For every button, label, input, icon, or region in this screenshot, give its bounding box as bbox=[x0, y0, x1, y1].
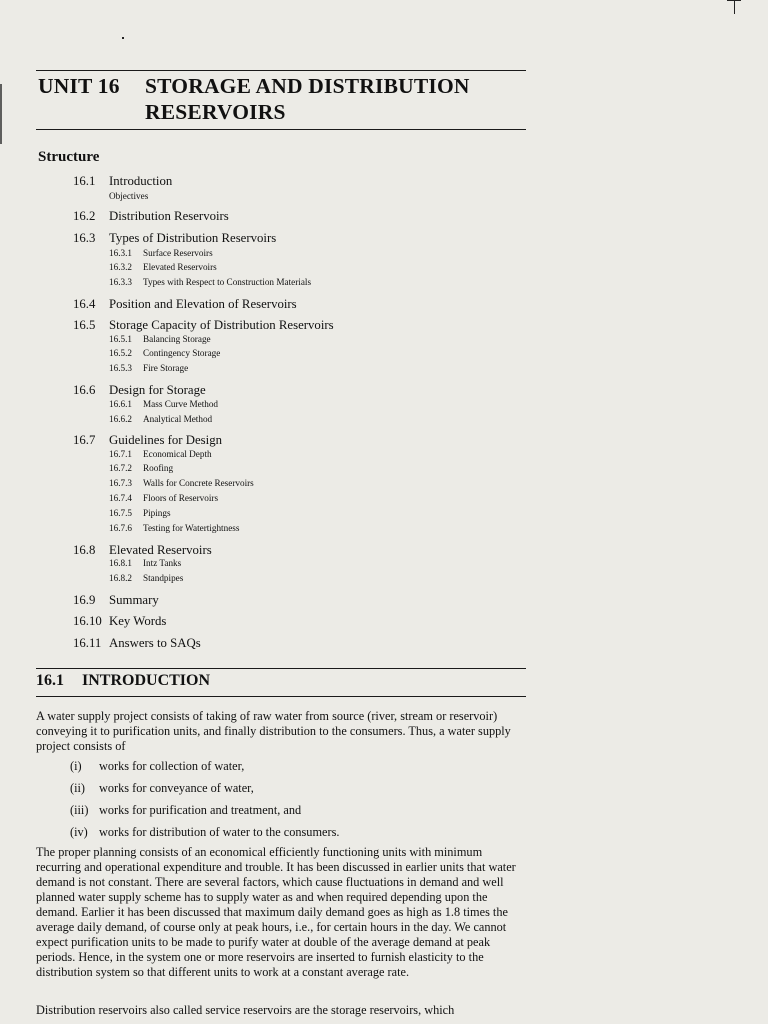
toc-number: 16.5.3 bbox=[109, 363, 132, 373]
toc-subsection bbox=[109, 523, 239, 533]
toc-number: 16.8.2 bbox=[109, 573, 132, 583]
toc-subsection bbox=[109, 478, 254, 488]
toc-number: 16.3.2 bbox=[109, 262, 132, 272]
list-item-text: works for purification and treatment, and bbox=[99, 803, 302, 817]
toc-text: Testing for Watertightness bbox=[143, 523, 240, 533]
toc-text: Elevated Reservoirs bbox=[143, 262, 217, 272]
toc-text: Fire Storage bbox=[143, 363, 189, 373]
works-list-item bbox=[70, 803, 301, 818]
toc-text: Roofing bbox=[143, 463, 174, 473]
toc-number: 16.1 bbox=[73, 174, 96, 188]
toc-text: Mass Curve Method bbox=[143, 399, 219, 409]
toc-text: Types of Distribution Reservoirs bbox=[109, 231, 277, 245]
toc-subsection bbox=[109, 449, 212, 459]
toc-subsection bbox=[109, 573, 183, 583]
scan-left-edge bbox=[0, 84, 2, 144]
toc-section bbox=[73, 318, 334, 333]
toc-text: Contingency Storage bbox=[143, 348, 221, 358]
unit-title-line-2: RESERVOIRS bbox=[145, 100, 286, 124]
list-item-text: works for collection of water, bbox=[99, 759, 245, 773]
list-item-number: (iv) bbox=[70, 825, 88, 839]
toc-number: 16.7.6 bbox=[109, 523, 132, 533]
works-list-item bbox=[70, 825, 339, 840]
toc-number: 16.2 bbox=[73, 209, 96, 223]
toc-subsection bbox=[109, 463, 173, 473]
closing-paragraph: Distribution reservoirs also called service reservoirs are the storage reservoirs, which bbox=[36, 1003, 455, 1017]
toc-text: Walls for Concrete Reservoirs bbox=[143, 478, 254, 488]
toc-subsection bbox=[109, 334, 211, 344]
section-heading bbox=[36, 672, 210, 690]
toc-section bbox=[73, 231, 276, 246]
toc-text: Surface Reservoirs bbox=[143, 248, 213, 258]
toc-text: Design for Storage bbox=[109, 383, 206, 397]
toc-section bbox=[73, 174, 172, 189]
unit-title-line-1: STORAGE AND DISTRIBUTION bbox=[145, 74, 470, 98]
toc-text: Types with Respect to Construction Materials bbox=[143, 277, 312, 287]
toc-subsection bbox=[109, 558, 181, 568]
toc-text: Balancing Storage bbox=[143, 334, 211, 344]
toc-text: Distribution Reservoirs bbox=[109, 209, 229, 223]
toc-text: Position and Elevation of Reservoirs bbox=[109, 297, 297, 311]
list-item-number: (ii) bbox=[70, 781, 86, 795]
list-item-text: works for conveyance of water, bbox=[99, 781, 254, 795]
toc-text: Guidelines for Design bbox=[109, 433, 223, 447]
toc-section bbox=[73, 636, 201, 651]
toc-section bbox=[73, 209, 229, 224]
planning-paragraph: The proper planning consists of an economical efficiently functioning units with minimum recurring and operational expenditure and trouble. It has been discussed in earlier units that water demand is not constant. There are several factors, which cause fluctuations in demand and well planned water supply scheme has to supply water as and when required depending upon the demand. Earlier it has been discussed that maximum daily demand goes as high as 1.8 times the average daily demand, of course only at peak hours, i.e., for certain hours in the day. We cannot expect purification units to be made to purify water at double of the average demand at peak periods. Hence, in the system one or more reservoirs are inserted to furnish elasticity to the distribution system so that different units to work at a constant average rate. bbox=[36, 845, 516, 979]
section-rule-bottom bbox=[36, 696, 526, 697]
toc-section bbox=[73, 297, 297, 312]
toc-number: 16.6.2 bbox=[109, 414, 132, 424]
section-number: 16.1 bbox=[36, 672, 64, 689]
structure-heading: Structure bbox=[38, 149, 100, 165]
toc-text: Pipings bbox=[143, 508, 171, 518]
toc-number: 16.3.1 bbox=[109, 248, 132, 258]
toc-number: 16.7.3 bbox=[109, 478, 132, 488]
section-title: INTRODUCTION bbox=[82, 672, 211, 689]
intro-paragraph: A water supply project consists of taking of raw water from source (river, stream or reservoir) conveying it to purification units, and finally distribution to the consumers. Thus, a water supply project consists of bbox=[36, 709, 511, 753]
toc-number: 16.5.1 bbox=[109, 334, 132, 344]
toc-text: Intz Tanks bbox=[143, 558, 182, 568]
toc-number: 16.11 bbox=[73, 636, 102, 650]
toc-subsection bbox=[109, 414, 212, 424]
toc-subsection bbox=[109, 262, 217, 272]
toc-number: 16.3.3 bbox=[109, 277, 132, 287]
list-item-number: (iii) bbox=[70, 803, 89, 817]
toc-subsection bbox=[109, 248, 213, 258]
scan-dot bbox=[122, 37, 124, 39]
toc-text: Storage Capacity of Distribution Reservoirs bbox=[109, 318, 334, 332]
toc-text: Introduction bbox=[109, 174, 173, 188]
toc-number: 16.8.1 bbox=[109, 558, 132, 568]
toc-number: 16.7.4 bbox=[109, 493, 132, 503]
toc-text: Objectives bbox=[109, 191, 149, 201]
title-rule-bottom bbox=[36, 129, 526, 130]
toc-number: 16.9 bbox=[73, 593, 96, 607]
toc-text: Elevated Reservoirs bbox=[109, 543, 212, 557]
list-item-number: (i) bbox=[70, 759, 82, 773]
toc-subsection bbox=[109, 363, 188, 373]
toc-number: 16.5 bbox=[73, 318, 96, 332]
list-item-text: works for distribution of water to the consumers. bbox=[99, 825, 340, 839]
toc-section bbox=[73, 383, 206, 398]
toc-text: Floors of Reservoirs bbox=[143, 493, 219, 503]
toc-number: 16.10 bbox=[73, 614, 102, 628]
toc-section bbox=[73, 593, 159, 608]
toc-number: 16.4 bbox=[73, 297, 96, 311]
toc-number: 16.7 bbox=[73, 433, 96, 447]
toc-number: 16.3 bbox=[73, 231, 96, 245]
toc-subsection bbox=[109, 348, 220, 358]
toc-section bbox=[73, 433, 222, 448]
toc-number: 16.7.1 bbox=[109, 449, 132, 459]
toc-subsection bbox=[109, 493, 218, 503]
toc-subsection bbox=[109, 399, 218, 409]
toc-text: Key Words bbox=[109, 614, 167, 628]
works-list-item bbox=[70, 759, 244, 774]
toc-text: Answers to SAQs bbox=[109, 636, 201, 650]
toc-section bbox=[73, 614, 166, 629]
toc-subsection bbox=[109, 508, 171, 518]
toc-number: 16.6.1 bbox=[109, 399, 132, 409]
toc-text: Economical Depth bbox=[143, 449, 212, 459]
toc-text: Summary bbox=[109, 593, 159, 607]
toc-subsection bbox=[109, 277, 311, 287]
toc-text: Analytical Method bbox=[143, 414, 213, 424]
toc-number: 16.7.5 bbox=[109, 508, 132, 518]
unit-number: UNIT 16 bbox=[38, 74, 120, 98]
toc-number: 16.8 bbox=[73, 543, 96, 557]
toc-number: 16.6 bbox=[73, 383, 96, 397]
toc-number: 16.5.2 bbox=[109, 348, 132, 358]
toc-section bbox=[73, 543, 212, 558]
scan-corner-mark-stem bbox=[734, 0, 735, 14]
works-list-item bbox=[70, 781, 254, 796]
toc-note bbox=[109, 191, 148, 201]
section-rule-top bbox=[36, 668, 526, 669]
title-rule-top bbox=[36, 70, 526, 71]
toc-text: Standpipes bbox=[143, 573, 184, 583]
toc-number: 16.7.2 bbox=[109, 463, 132, 473]
